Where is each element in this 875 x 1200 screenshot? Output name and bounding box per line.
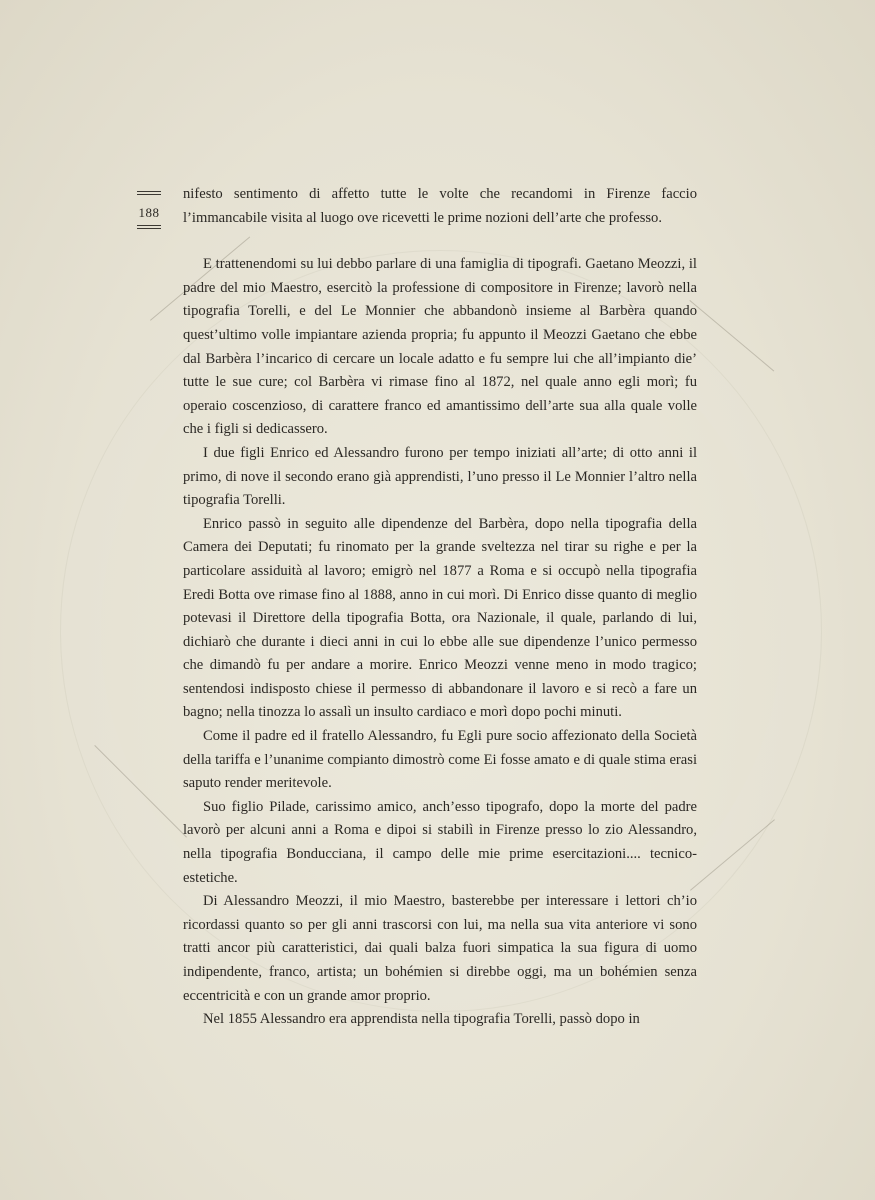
paragraph: Enrico passò in seguito alle dipendenze del Barbèra, dopo nella tipografia della Camera dei Deputati; fu rinomato per la grande sveltezza nel tirar su righe e per la particolare assiduità al lavoro; emigrò nel 1877 a Roma e si occupò nella tipografia Eredi Botta ove rimase fino al 1888, anno in cui morì. Di Enrico disse quanto di meglio potevasi il Direttore della tipografia Botta, ora Nazionale, il quale, parlando di lui, dichiarò che durante i dieci anni in cui lo ebbe alle sue dipendenze l’unico permesso che dimandò fu per andare a morire. Enrico Meozzi venne meno in modo tragico; sentendosi indisposto chiese il permesso di abbandonare il lavoro e si recò a fare un bagno; nella tinozza lo assalì un insulto cardiaco e morì dopo pochi minuti. bbox=[183, 515, 697, 721]
paragraph: E trattenendomi su lui debbo parlare di una famiglia di tipografi. Gaetano Meozzi, il padre del mio Maestro, esercitò la professione di compositore in Firenze; lavorò nella tipografia Torelli, e del Le Monnier che abbandonò insieme al Barbèra quando quest’ultimo volle impiantare azienda propria; fu appunto il Meozzi Gaetano che ebbe dal Barbèra l’incarico di cercare un locale adatto e fu sempre lui che all’impianto die’ tutte le sue cure; col Barbèra vi rimase fino al 1872, nel quale anno egli morì; fu operaio coscenzioso, di carattere franco ed amantissimo dell’arte sua alla quale volle che i figli si dedicassero. bbox=[183, 256, 697, 438]
paragraph: Come il padre ed il fratello Alessandro, fu Egli pure socio affezionato della Società della tariffa e l’unanime compianto dimostrò come Ei fosse amato e di quale stima erasi saputo render meritevole. bbox=[183, 728, 697, 792]
paragraph: I due figli Enrico ed Alessandro furono per tempo iniziati all’arte; di otto anni il primo, di nove il secondo erano già apprendisti, l’uno presso il Le Monnier l’altro nella tipografia Torelli. bbox=[183, 444, 697, 509]
body-text bbox=[183, 183, 697, 1032]
margin-rule-bottom bbox=[137, 225, 161, 231]
paragraph: Di Alessandro Meozzi, il mio Maestro, basterebbe per interessare i lettori ch’io ricordassi quanto so per gli anni trascorsi con lui, ma nella sua vita anteriore vi sono tratti ancor più caratteristici, dai quali balza fuori simpatica la sua figura di uomo indipendente, franco, artista; un bohémien si direbbe oggi, ma un bohémien senza eccentricità e con un grande amor proprio. bbox=[183, 893, 697, 1004]
paragraph: Suo figlio Pilade, carissimo amico, anch’esso tipografo, dopo la morte del padre lavorò per alcuni anni a Roma e dipoi si stabilì in Firenze presso lo zio Alessandro, nella tipografia Bonducciana, il campo delle mie prime esercitazioni.... tecnico-estetiche. bbox=[183, 798, 697, 886]
margin-rule-top bbox=[137, 191, 161, 197]
paragraph-continued: nifesto sentimento di affetto tutte le volte che recandomi in Firenze faccio l’immancabile visita al luogo ove ricevetti le prime nozioni dell’arte che professo. bbox=[183, 186, 697, 226]
paragraph-last: Nel 1855 Alessandro era apprendista nella tipografia Torelli, passò dopo in bbox=[203, 1011, 640, 1028]
page-number: 188 bbox=[138, 205, 160, 220]
